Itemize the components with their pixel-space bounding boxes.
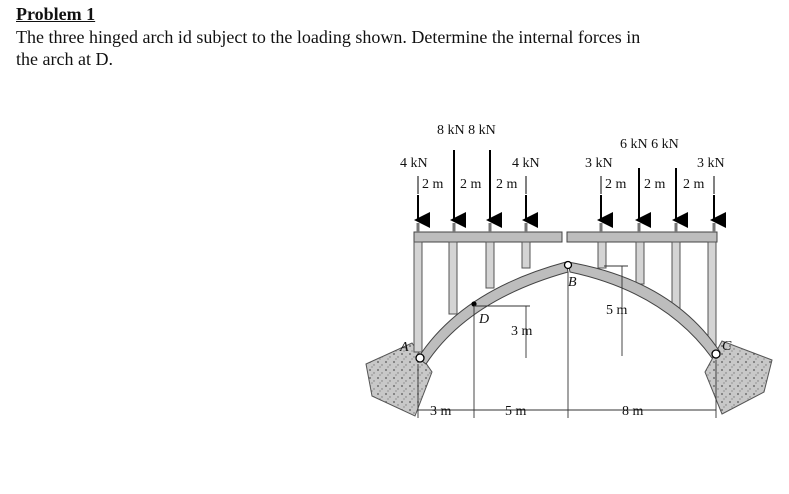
- load-label-left-end: 4 kN: [400, 156, 428, 171]
- spacing-left-3: 2 m: [496, 177, 518, 192]
- spacing-right-2: 2 m: [644, 177, 666, 192]
- dim-crown-height: 5 m: [606, 303, 628, 318]
- left-deck: [414, 232, 562, 242]
- label-c: C: [722, 339, 732, 354]
- hinge-b: [565, 262, 572, 269]
- dim-base-2: 5 m: [505, 404, 527, 419]
- label-d: D: [479, 312, 490, 327]
- dim-base-3: 8 m: [622, 404, 644, 419]
- spacing-right-1: 2 m: [605, 177, 627, 192]
- dim-d-height: 3 m: [511, 324, 533, 339]
- problem-title: Problem 1: [16, 4, 96, 24]
- right-deck: [567, 232, 717, 242]
- load-label-left-right-end: 4 kN: [512, 156, 540, 171]
- problem-statement: The three hinged arch id subject to the loading shown. Determine the internal forces in the arch at D.: [16, 27, 641, 69]
- dim-base-1: 3 m: [430, 404, 452, 419]
- spacing-left-1: 2 m: [422, 177, 444, 192]
- load-label-right-right-end: 3 kN: [697, 156, 725, 171]
- dimension-lines: [418, 266, 716, 418]
- label-a: A: [400, 340, 409, 355]
- load-posts: [418, 223, 714, 232]
- spacing-left-2: 2 m: [460, 177, 482, 192]
- hinge-a: [416, 354, 424, 362]
- columns: [414, 242, 716, 352]
- load-label-left-middle: 8 kN 8 kN: [437, 123, 496, 138]
- load-label-right-end: 3 kN: [585, 156, 613, 171]
- hinge-c: [712, 350, 720, 358]
- spacing-right-3: 2 m: [683, 177, 705, 192]
- label-b: B: [568, 275, 577, 290]
- load-label-right-middle: 6 kN 6 kN: [620, 137, 679, 152]
